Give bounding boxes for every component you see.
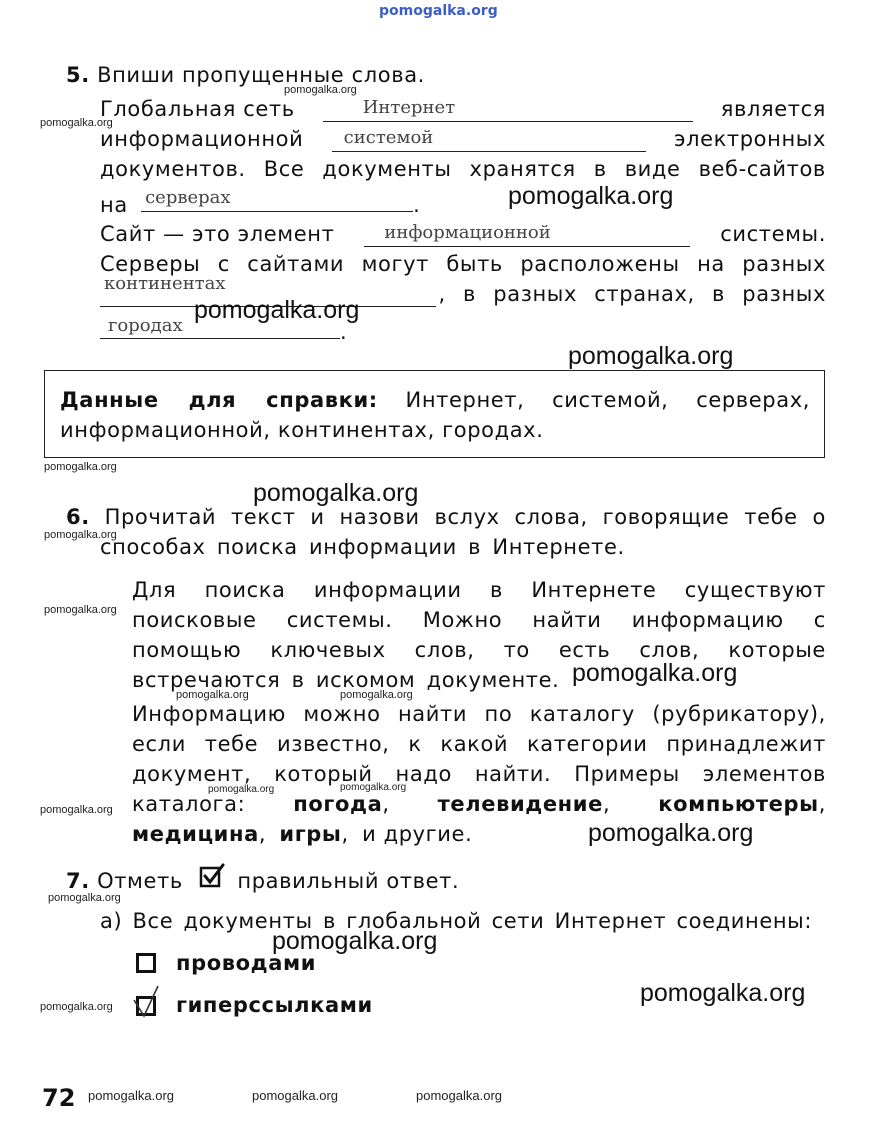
word: которые xyxy=(728,638,826,662)
watermark: pomogalka.org xyxy=(272,927,438,955)
task5-line1 xyxy=(100,97,826,122)
comma: , xyxy=(258,822,267,846)
text: Глобальная сеть xyxy=(100,97,295,121)
word: можно xyxy=(303,702,381,726)
comma: , xyxy=(341,822,349,846)
watermark: pomogalka.org xyxy=(416,1088,502,1103)
watermark: pomogalka.org xyxy=(48,892,121,904)
task6-p-line8 xyxy=(132,792,826,816)
word: тебе xyxy=(204,732,259,756)
word: Прочитай xyxy=(104,505,217,529)
word: быть xyxy=(446,252,503,276)
watermark: pomogalka.org xyxy=(572,659,738,687)
bold-keyword: телевидение xyxy=(437,792,603,816)
text: на xyxy=(100,193,128,217)
task6-p-line9 xyxy=(132,822,472,846)
word: документы xyxy=(322,157,452,181)
watermark: pomogalka.org xyxy=(194,296,360,324)
word: надо xyxy=(395,762,452,786)
task6-p-line2 xyxy=(132,608,826,632)
task6-p-line4: встречаются в искомом документе. xyxy=(132,668,560,692)
watermark: pomogalka.org xyxy=(44,529,117,541)
task6-line2: способах поиска информации в Интернете. xyxy=(100,535,625,559)
watermark: pomogalka.org xyxy=(640,979,806,1007)
word: разных xyxy=(742,252,826,276)
bold-keyword: погода xyxy=(293,792,383,816)
handwritten-answer: Интернет xyxy=(362,97,456,118)
word: текст xyxy=(230,505,296,529)
word: найти. xyxy=(474,762,552,786)
task-number: 5. xyxy=(66,63,90,87)
word: слов, xyxy=(414,638,475,662)
word: поиска xyxy=(204,578,286,602)
watermark: pomogalka.org xyxy=(252,1088,338,1103)
handwritten-answer: городах xyxy=(108,315,183,336)
task6-p-line7 xyxy=(132,762,826,786)
watermark: pomogalka.org xyxy=(208,784,275,795)
word: о xyxy=(812,505,826,529)
reference-box xyxy=(44,370,825,458)
task5-line5 xyxy=(100,222,826,247)
checkbox-wires[interactable] xyxy=(136,953,156,973)
word: в xyxy=(490,578,503,602)
word: поисковые xyxy=(132,608,257,632)
page-number: 72 xyxy=(42,1084,76,1112)
word: известно, xyxy=(276,732,390,756)
word: информации xyxy=(313,578,462,602)
handwritten-answer: информационной xyxy=(384,222,551,243)
text: Отметь xyxy=(97,869,183,893)
text: . xyxy=(340,320,348,344)
comma: , xyxy=(818,792,826,816)
handwritten-answer: континентах xyxy=(104,273,226,294)
answer-blank[interactable] xyxy=(141,187,413,212)
watermark: pomogalka.org xyxy=(40,1001,113,1013)
word: расположены xyxy=(520,252,680,276)
word: тебе xyxy=(744,505,798,529)
watermark-top: pomogalka.org xyxy=(379,3,498,19)
bold-keyword: компьютеры xyxy=(658,792,819,816)
task-number: 6. xyxy=(66,505,90,529)
word: на xyxy=(697,252,725,276)
task6-p-line1 xyxy=(132,578,826,602)
checkmark-box-icon xyxy=(198,862,228,892)
word: веб-сайтов xyxy=(698,157,826,181)
word: Все xyxy=(263,157,305,181)
word: говорящие xyxy=(602,505,730,529)
word: каталогу xyxy=(529,702,635,726)
word: принадлежит xyxy=(666,732,826,756)
text: , в разных странах, в разных xyxy=(438,282,826,306)
word: Информацию xyxy=(132,702,286,726)
word: найти xyxy=(532,608,602,632)
watermark: pomogalka.org xyxy=(284,84,357,96)
watermark: pomogalka.org xyxy=(340,689,413,701)
answer-blank[interactable] xyxy=(323,97,693,122)
task5-heading xyxy=(66,63,425,87)
task7-question xyxy=(100,909,820,933)
word: виде xyxy=(624,157,681,181)
text: и другие. xyxy=(362,822,473,846)
watermark: pomogalka.org xyxy=(568,342,734,370)
answer-blank[interactable] xyxy=(332,127,646,152)
word: какой xyxy=(440,732,509,756)
word: Для xyxy=(132,578,177,602)
word: могут xyxy=(361,252,429,276)
word: элементов xyxy=(702,762,826,786)
handwritten-answer: серверах xyxy=(145,187,231,208)
text: электронных xyxy=(673,127,826,151)
bold-keyword: игры xyxy=(279,822,342,846)
comma: , xyxy=(382,792,390,816)
task-number: 7. xyxy=(66,869,90,893)
word: который xyxy=(274,762,373,786)
text: информационной xyxy=(100,127,304,151)
word: документов. xyxy=(100,157,246,181)
option-wires-label: проводами xyxy=(176,951,317,975)
word: то xyxy=(503,638,530,662)
text: системы. xyxy=(720,222,826,246)
text: является xyxy=(720,97,826,121)
reference-line1 xyxy=(60,388,810,412)
handwritten-answer: системой xyxy=(343,127,434,148)
word: Серверы xyxy=(100,252,201,276)
word: Можно xyxy=(422,608,503,632)
word: существуют xyxy=(684,578,826,602)
option-hyperlinks-label: гиперссылками xyxy=(176,993,373,1017)
task5-line2 xyxy=(100,127,826,152)
word: с xyxy=(217,252,230,276)
task7-heading xyxy=(66,869,459,893)
word: по xyxy=(484,702,513,726)
watermark: pomogalka.org xyxy=(88,1088,174,1103)
word: если xyxy=(132,732,186,756)
reference-label: Данные для справки: xyxy=(60,388,378,412)
word: информацию xyxy=(631,608,784,632)
word: Примеры xyxy=(574,762,680,786)
word: Интернете xyxy=(531,578,657,602)
word: хранятся xyxy=(469,157,576,181)
word: документ, xyxy=(132,762,252,786)
answer-blank[interactable] xyxy=(364,222,690,247)
watermark: pomogalka.org xyxy=(44,604,117,616)
task6-p-line5 xyxy=(132,702,826,726)
word: категории xyxy=(526,732,648,756)
text: Сайт — это элемент xyxy=(100,222,335,246)
word: серверах, xyxy=(696,388,810,412)
word: к xyxy=(408,732,422,756)
watermark: pomogalka.org xyxy=(176,689,249,701)
word: есть xyxy=(558,638,611,662)
word: слов, xyxy=(639,638,700,662)
word: каталога: xyxy=(132,792,246,816)
watermark: pomogalka.org xyxy=(253,479,419,507)
word: (рубрикатору), xyxy=(652,702,826,726)
text: правильный ответ. xyxy=(237,869,460,893)
word: слова, xyxy=(514,505,588,529)
word: системой, xyxy=(552,388,669,412)
word: вслух xyxy=(434,505,500,529)
word: помощью xyxy=(132,638,242,662)
word: в xyxy=(593,157,607,181)
bold-keyword: медицина xyxy=(132,822,259,846)
text: . xyxy=(413,193,421,217)
task6-p-line6 xyxy=(132,732,826,756)
task-title: Впиши пропущенные слова. xyxy=(97,63,425,87)
question-text: а) Все документы в глобальной сети Интернет соединены: xyxy=(100,909,813,933)
word: сайтами xyxy=(247,252,345,276)
word: и xyxy=(310,505,325,529)
comma: , xyxy=(602,792,611,816)
word: с xyxy=(813,608,826,632)
task5-line3 xyxy=(100,157,826,181)
watermark: pomogalka.org xyxy=(44,461,117,473)
watermark: pomogalka.org xyxy=(40,117,113,129)
task6-line1 xyxy=(66,505,826,529)
watermark: pomogalka.org xyxy=(508,182,674,210)
watermark: pomogalka.org xyxy=(588,819,754,847)
handwritten-check-icon xyxy=(128,982,168,1022)
watermark: pomogalka.org xyxy=(40,804,113,816)
task5-line4 xyxy=(100,187,420,217)
word: системы. xyxy=(286,608,393,632)
reference-line2: информационной, континентах, городах. xyxy=(60,418,544,442)
word: ключевых xyxy=(270,638,386,662)
word: найти xyxy=(397,702,468,726)
watermark: pomogalka.org xyxy=(340,782,407,793)
word: назови xyxy=(339,505,420,529)
word: Интернет, xyxy=(405,388,525,412)
task6-p-line3 xyxy=(132,638,826,662)
